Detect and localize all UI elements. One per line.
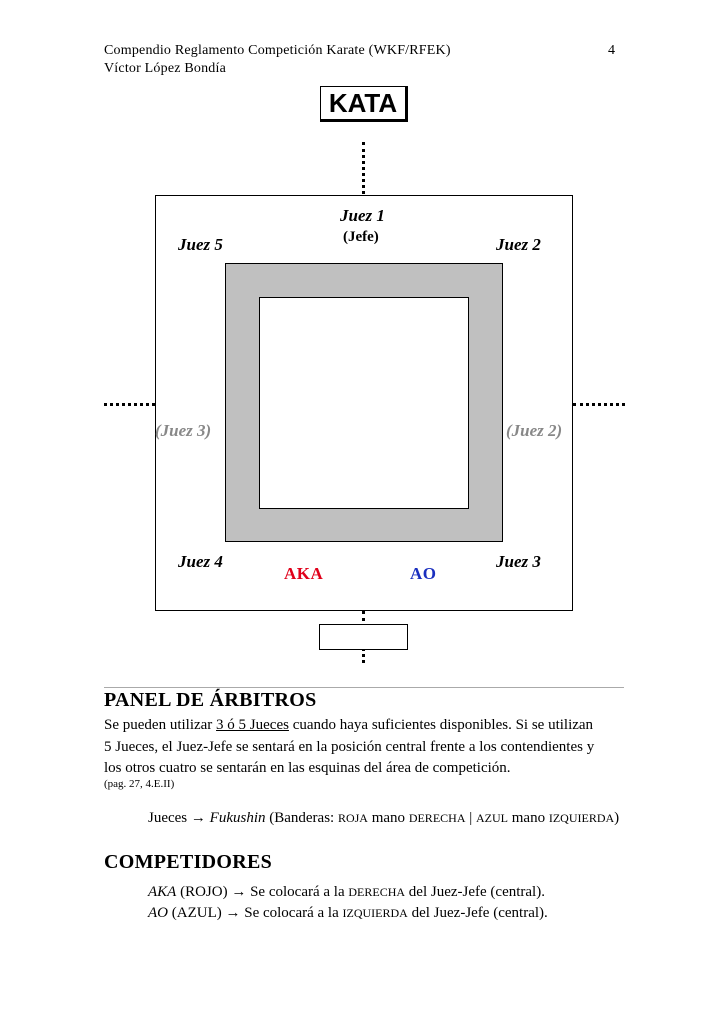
- judge-2-label: Juez 2: [496, 235, 541, 254]
- panel-paragraph-line-3: los otros cuatro se sentarán en las esquinas del área de competición.: [104, 760, 511, 776]
- flags-text: Jueces: [148, 810, 188, 826]
- competitors-section-title: COMPETIDORES: [104, 851, 273, 873]
- flags-line: [148, 808, 619, 828]
- competition-area-inner: [259, 297, 469, 509]
- ao-name: AO: [148, 905, 168, 921]
- ao-color: (AZUL): [171, 905, 222, 921]
- aka-rule-line: [148, 882, 545, 902]
- roja-text: ROJA: [337, 811, 368, 825]
- flags-separator: |: [465, 810, 476, 826]
- aka-side: DERECHA: [348, 885, 406, 899]
- izquierda-text: IZQUIERDA: [548, 811, 615, 825]
- ao-rule-line: [148, 903, 548, 923]
- panel-text-part: Se pueden utilizar: [104, 717, 217, 733]
- panel-text-part: cuando haya suficientes disponibles. Si se utilizan: [288, 717, 594, 733]
- judge-4-label: Juez 4: [178, 552, 223, 571]
- panel-paragraph-line-2: 5 Jueces, el Juez-Jefe se sentará en la posición central frente a los contendientes y: [104, 739, 595, 755]
- chief-judge-label: (Jefe): [343, 229, 379, 245]
- left-dotted-line: [104, 403, 155, 406]
- flags-text: mano: [367, 810, 409, 826]
- alt-judge-2-label: (Juez 2): [506, 421, 563, 440]
- aka-name: AKA: [148, 884, 177, 900]
- ao-label: AO: [410, 564, 437, 583]
- panel-paragraph-line-1: [104, 715, 593, 735]
- aka-color: (ROJO): [180, 884, 228, 900]
- judge-1-label: Juez 1: [340, 206, 385, 225]
- arrow-icon: →: [225, 905, 241, 921]
- fukushin-term: Fukushin: [209, 810, 266, 826]
- ao-side: IZQUIERDA: [342, 906, 408, 920]
- panel-reference: (pag. 27, 4.E.II): [104, 778, 175, 790]
- panel-section-title: PANEL DE ÁRBITROS: [104, 689, 317, 711]
- ao-text-end: del Juez-Jefe (central).: [407, 905, 548, 921]
- arrow-icon: →: [231, 884, 247, 900]
- page-number: 4: [608, 43, 616, 58]
- aka-label: AKA: [284, 564, 324, 583]
- flags-text: ): [614, 810, 620, 826]
- right-dotted-line: [573, 403, 625, 406]
- judge-5-label: Juez 5: [178, 235, 223, 254]
- document-header-title: Compendio Reglamento Competición Karate (WKF/RFEK): [104, 43, 451, 58]
- flags-text: (Banderas:: [269, 810, 338, 826]
- azul-text: AZUL: [476, 811, 508, 825]
- derecha-text: DERECHA: [408, 811, 466, 825]
- top-dotted-line: [362, 142, 365, 194]
- bottom-position-box: [319, 624, 408, 650]
- arrow-icon: →: [190, 810, 206, 826]
- author-name: Víctor López Bondía: [104, 61, 226, 76]
- panel-underlined-text: 3 ó 5 Jueces: [216, 717, 289, 733]
- aka-text-end: del Juez-Jefe (central).: [405, 884, 545, 900]
- ao-text: Se colocará a la: [244, 905, 343, 921]
- flags-text: mano: [508, 810, 549, 826]
- kata-title: KATA: [320, 86, 408, 122]
- alt-judge-3-label: (Juez 3): [155, 421, 212, 440]
- judge-3-label: Juez 3: [496, 552, 541, 571]
- aka-text: Se colocará a la: [250, 884, 349, 900]
